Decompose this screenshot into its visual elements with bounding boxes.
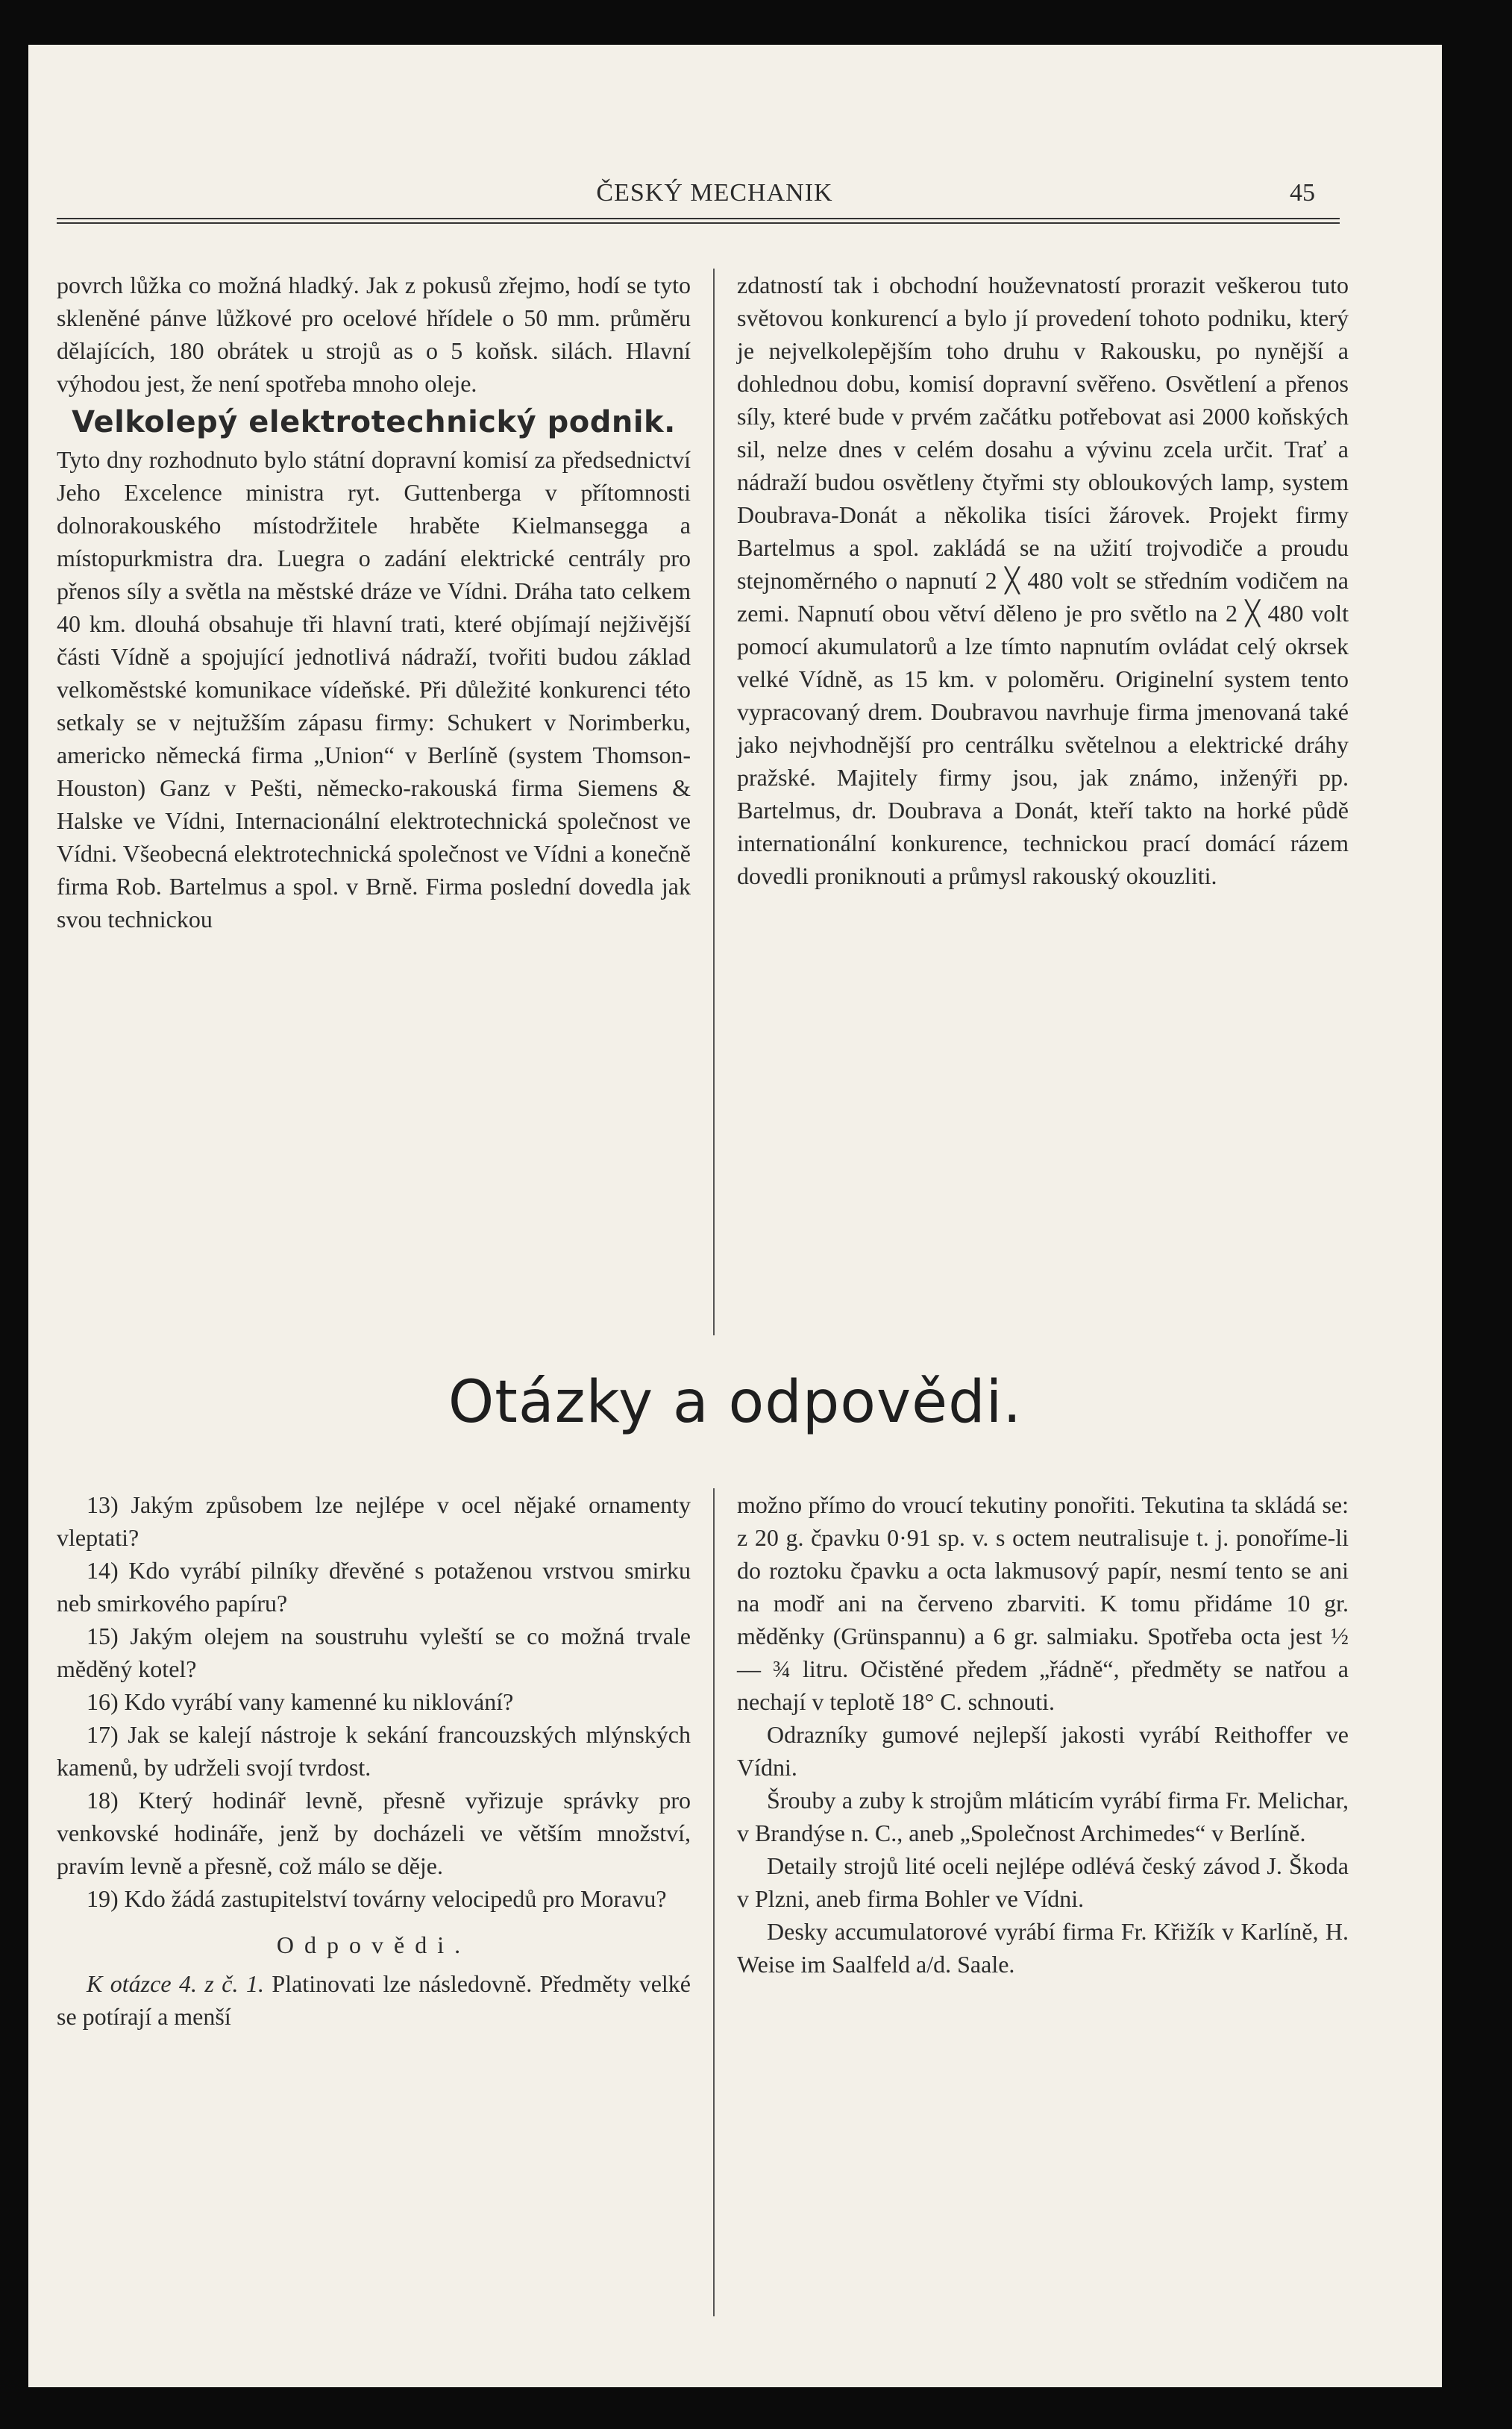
journal-title: ČESKÝ MECHANIK bbox=[596, 179, 833, 207]
page-header bbox=[84, 179, 1345, 224]
column-divider-bottom bbox=[713, 1488, 715, 2316]
question-15: 15) Jakým olejem na soustruhu vyleští se co možná trvale měděný kotel? bbox=[57, 1623, 691, 1682]
note-2: Šrouby a zuby k strojům mláticím vyrábí firma Fr. Melichar, v Brandýse n. C., aneb „Společnost Archimedes“ v Berlíně. bbox=[737, 1787, 1349, 1846]
article-column-right bbox=[737, 269, 1349, 892]
answers-heading: Odpovědi. bbox=[276, 1931, 471, 1958]
note-1: Odrazníky gumové nejlepší jakosti vyrábí Reithoffer ve Vídni. bbox=[737, 1721, 1349, 1781]
question-19: 19) Kdo žádá zastupitelství továrny velocipedů pro Moravu? bbox=[87, 1885, 667, 1912]
article-heading: Velkolepý elektrotechnický podnik. bbox=[72, 405, 676, 439]
answer-left-text: Platinovati lze následovně. Předměty velké se potírají a menší bbox=[57, 1970, 691, 2030]
question-14: 14) Kdo vyrábí pilníky dřevěné s potaženou vrstvou smirku neb smirkového papíru? bbox=[57, 1557, 691, 1617]
article-body-right: zdatností tak i obchodní houževnatostí prorazit veškerou tuto světovou konkurencí a bylo jí provedení tohoto podniku, který je nejvelkolepějším toho druhu v Rakousku, po nynější a dohlednou dobu, komisí dopravní svěřeno. Osvětlení a přenos síly, které bude v prvém začátku potřebovat asi 2000 koňských sil, nelze dnes v celém dosahu a vývinu zcela určit. Trať a nádraží budou osvětleny čtyřmi sty obloukových lamp, system Doubrava-Donát a několika tisíci žárovek. Projekt firmy Bartelmus a spol. zakládá se na užití trojvodiče a proudu stejnoměrného o napnutí 2 ╳ 480 volt se středním vodičem na zemi. Napnutí obou větví děleno je pro světlo na 2 ╳ 480 volt pomocí akumulatorů a lze tímto napnutím ovládat celý okrsek velké Vídně, as 15 km. v poloměru. Originelní system tento vypracovaný drem. Doubravou navrhuje firma jmenovaná také jako nejvhodnější pro centrálku světelnou a elektrické dráhy pražské. Majitely firmy jsou, jak známo, inženýři pp. Bartelmus, dr. Doubrava a Donát, kteří takto na horké půdě internationální konkurence, technickou prací domácí rázem dovedli proniknouti a průmysl rakouský okouzliti. bbox=[737, 272, 1349, 889]
question-16: 16) Kdo vyrábí vany kamenné ku niklování? bbox=[87, 1688, 514, 1715]
article-body-left: Tyto dny rozhodnuto bylo státní dopravní komisí za předsednictví Jeho Excelence ministra ryt. Guttenberga v přítomnosti dolnorakouského místodržitele hraběte Kielmansegga a místopurkmistra dra. Luegra o zadání elektrické centrály pro přenos síly a světla na městské dráze ve Vídni. Dráha tato celkem 40 km. dlouhá obsahuje tři hlavní trati, které objímají nejživější části Vídně a spojující jednotlivá nádraží, tvořiti budou základ velkoměstské komunikace vídeňské. Při důležité konkurenci této setkaly se v nejtužším zápasu firmy: Schukert v Norimberku, americko německá firma „Union“ v Berlíně (system Thomson-Houston) Ganz v Pešti, německo-rakouská firma Siemens & Halske ve Vídni, Internacionální elektrotechnická společnost ve Vídni. Všeobecná elektrotechnická společnost ve Vídni a konečně firma Rob. Bartelmus a spol. v Brně. Firma poslední dovedla jak svou technickou bbox=[57, 446, 691, 933]
article-column-left bbox=[57, 269, 691, 935]
question-17: 17) Jak se kalejí nástroje k sekání francouzských mlýnských kamenů, by udrželi svojí tvrdost. bbox=[57, 1721, 691, 1781]
answer-signature: K otázce 4. z č. 1. bbox=[87, 1970, 264, 1997]
page-number: 45 bbox=[1290, 179, 1315, 207]
question-18: 18) Který hodinář levně, přesně vyřizuje správky pro venkovské hodináře, jenž by docházeli ve větším množství, pravím levně a přesně, což málo se děje. bbox=[57, 1787, 691, 1879]
question-13: 13) Jakým způsobem lze nejlépe v ocel nějaké ornamenty vleptati? bbox=[57, 1491, 691, 1551]
magazine-page bbox=[28, 45, 1442, 2387]
qa-column-right bbox=[737, 1488, 1349, 1981]
article-intro: povrch lůžka co možná hladký. Jak z pokusů zřejmo, hodí se tyto skleněné pánve lůžkové pro ocelové hřídele o 50 mm. průměru dělajících, 180 obrátek u strojů as o 5 koňsk. silách. Hlavní výhodou jest, že není spotřeba mnoho oleje. bbox=[57, 272, 691, 397]
header-rule bbox=[57, 218, 1340, 224]
column-divider-top bbox=[713, 269, 715, 1335]
answer-right-text: možno přímo do vroucí tekutiny ponořiti. Tekutina ta skládá se: z 20 g. čpavku 0·91 sp. v. s octem neutralisuje t. j. ponoříme-li do roztoku čpavku a octa lakmusový papír, nesmí tento se ani na modř ani na červeno zbarviti. K tomu přidáme 10 gr. měděnky (Grünspannu) a 6 gr. salmiaku. Spotřeba octa jest ½ — ¾ litru. Očistěné předem „řádně“, předměty se natřou a nechají v teplotě 18° C. schnouti. bbox=[737, 1491, 1349, 1715]
note-4: Desky accumulatorové vyrábí firma Fr. Křižík v Karlíně, H. Weise im Saalfeld a/d. Saale. bbox=[737, 1918, 1349, 1978]
note-3: Detaily strojů lité oceli nejlépe odlévá český závod J. Škoda v Plzni, aneb firma Bohler ve Vídni. bbox=[737, 1852, 1349, 1912]
qa-section-title: Otázky a odpovědi. bbox=[448, 1369, 1023, 1436]
qa-column-left bbox=[57, 1488, 691, 2033]
